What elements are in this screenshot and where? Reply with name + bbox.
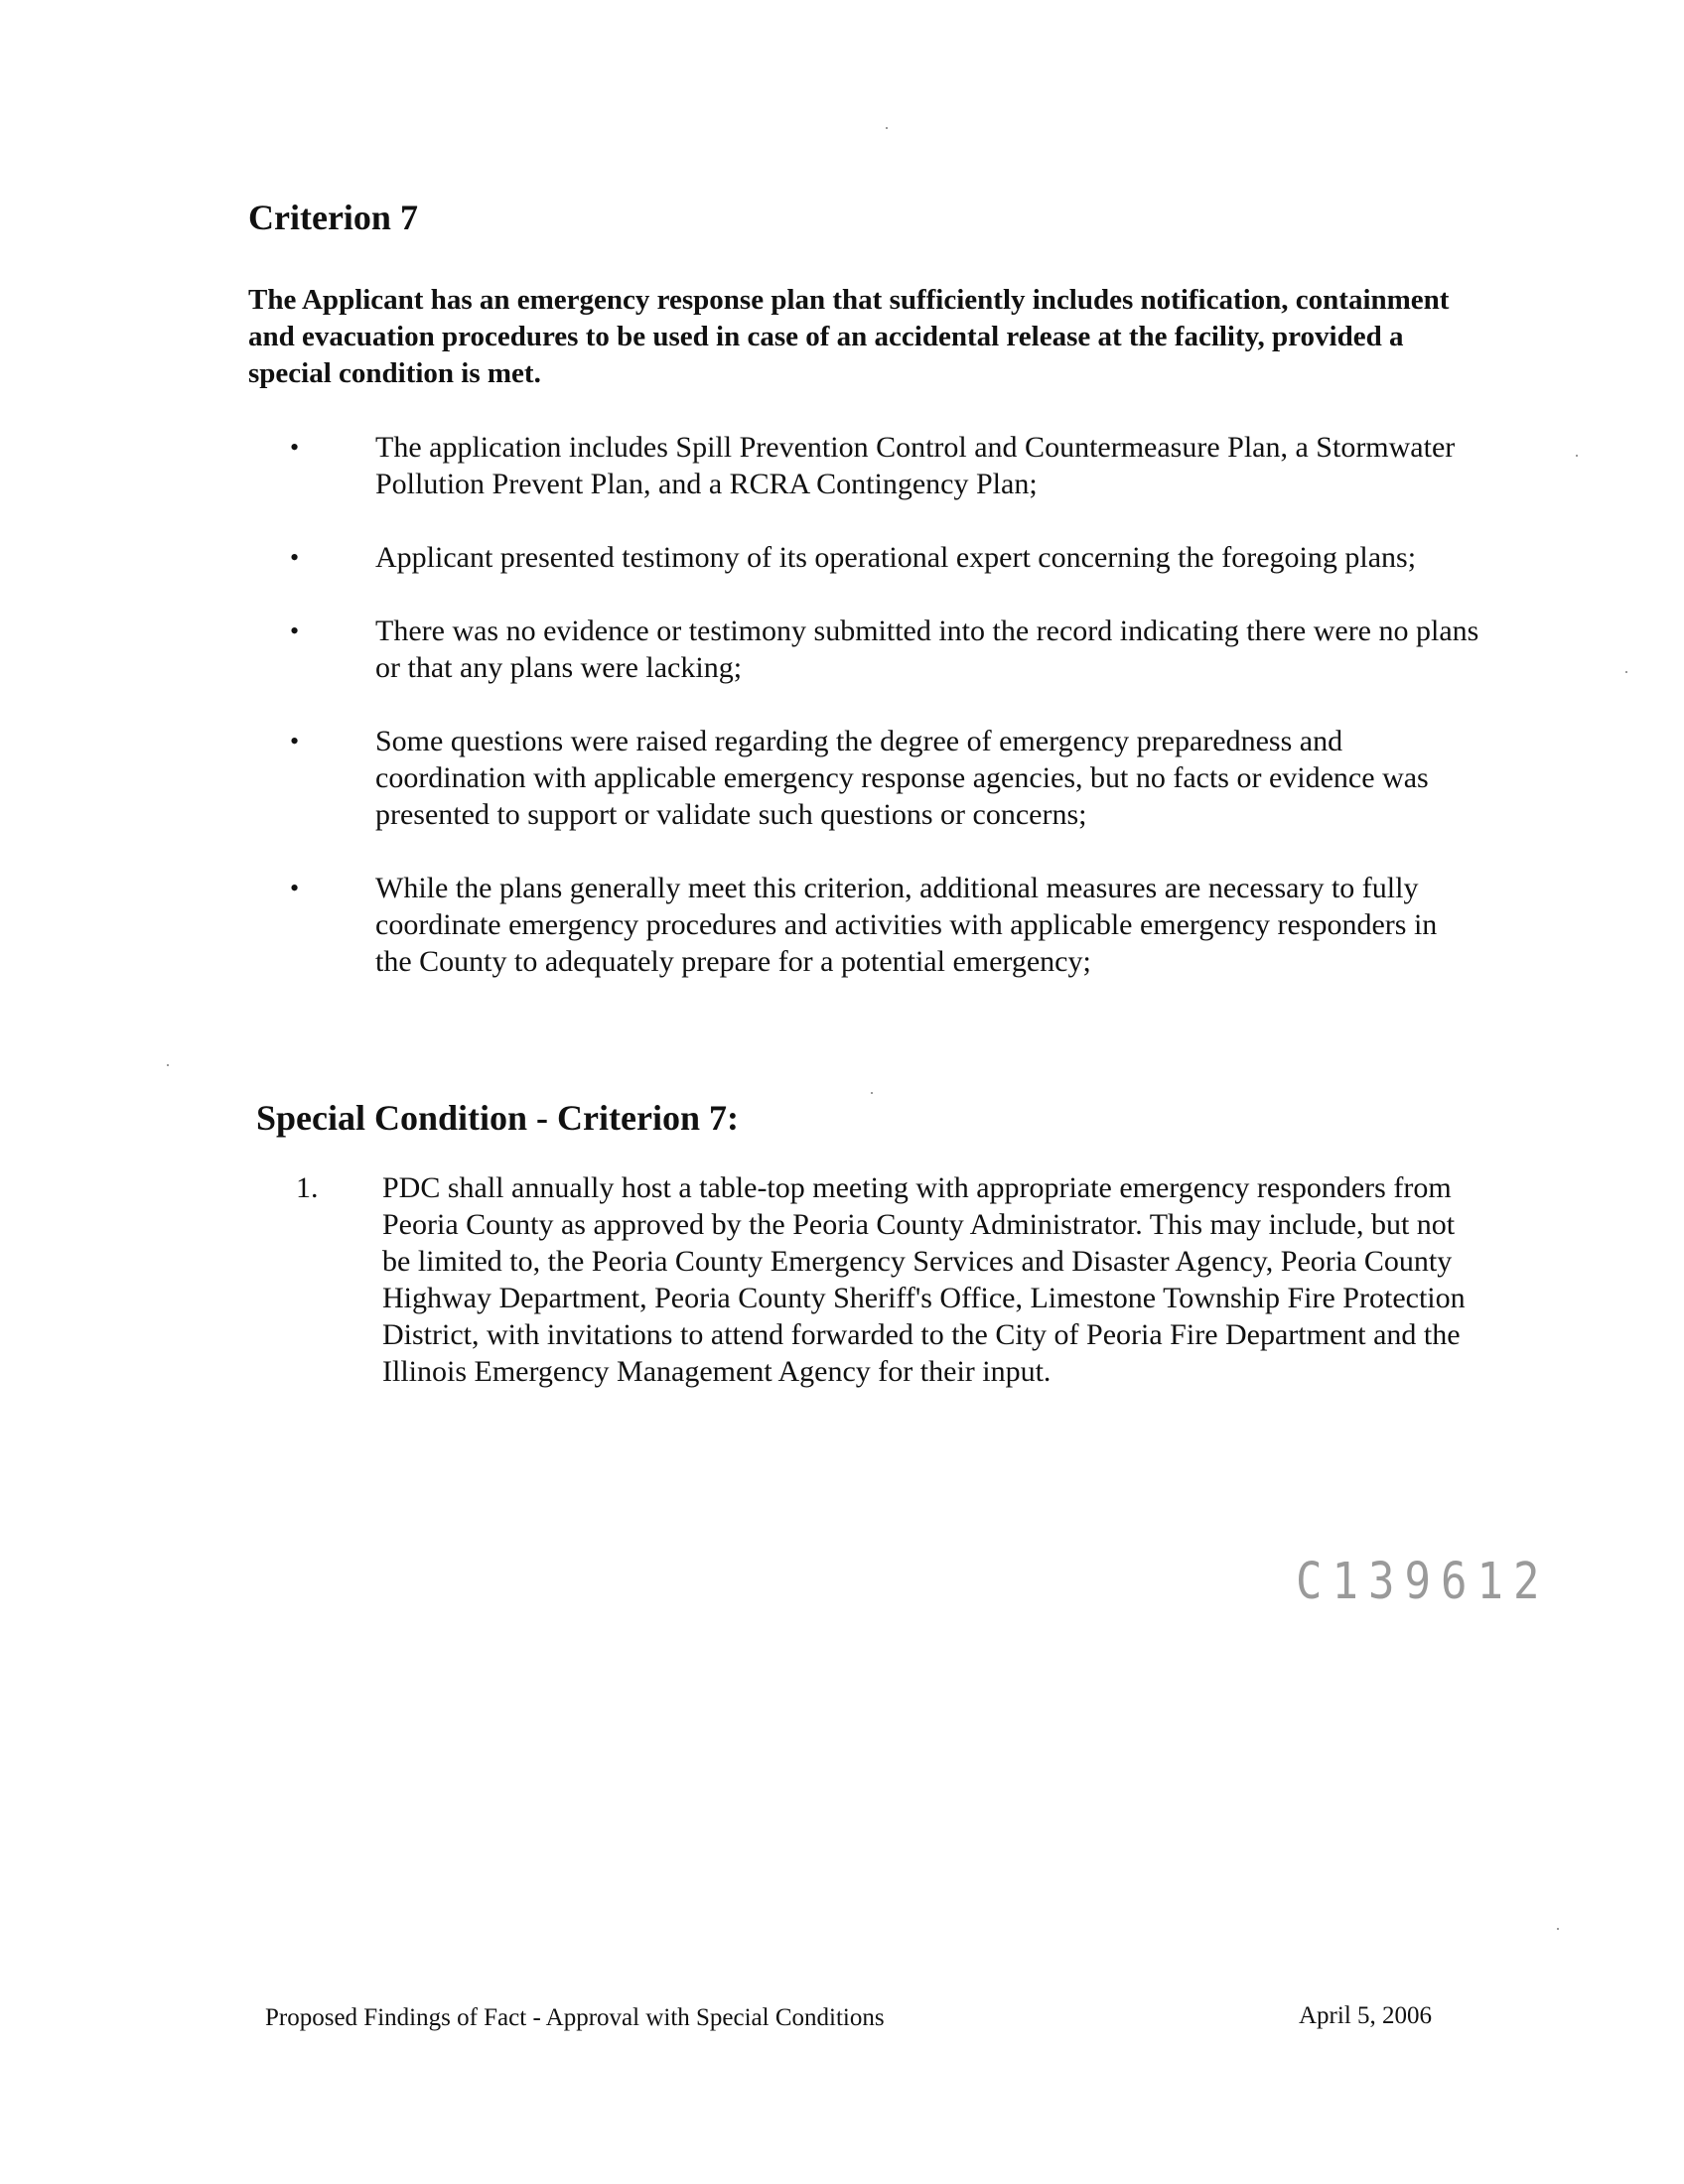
condition-text: PDC shall annually host a table-top meeting with appropriate emergency responders from Peoria County as approved by the Peoria County Administrator. This may include, but not be limited to, the Peoria County Emergency Services and Disaster Agency, Peoria County Highway Department, Peoria County Sheriff's Office, Limestone Township Fire Protection District, with invitations to attend forwarded to the City of Peoria Fire Department and the Illinois Emergency Management Agency for their input. (382, 1171, 1466, 1388)
bullet-icon: • (290, 874, 300, 902)
footer-title: Proposed Findings of Fact - Approval with Special Conditions (265, 2004, 885, 2031)
scan-speck (1557, 1928, 1559, 1930)
special-condition-item (256, 1169, 1487, 1390)
bullet-icon: • (290, 727, 300, 755)
scan-speck (886, 127, 888, 129)
list-item (248, 539, 1479, 576)
document-stamp: C139612 (1296, 1553, 1550, 1611)
condition-number: 1. (296, 1171, 319, 1204)
criterion-finding: The Applicant has an emergency response plan that sufficiently includes notification, containment and evacuation procedures to be used in case of an accidental release at the facility, provided a special condition is met. (248, 284, 1450, 389)
special-condition-heading: Special Condition - Criterion 7: (256, 1098, 739, 1138)
criterion-heading: Criterion 7 (248, 198, 418, 237)
list-item (248, 613, 1479, 686)
bullet-icon: • (290, 543, 300, 572)
list-item-text: Applicant presented testimony of its operational expert concerning the foregoing plans; (375, 541, 1417, 574)
scan-speck (1576, 455, 1578, 457)
list-item (248, 429, 1479, 502)
bullet-icon: • (290, 433, 300, 462)
scan-speck (1625, 671, 1627, 673)
findings-list (248, 429, 1479, 1017)
scan-speck (871, 1092, 873, 1094)
list-item-text: While the plans generally meet this criterion, additional measures are necessary to fully coordinate emergency procedures and activities with applicable emergency responders in the County to adequately prepare for a potential emergency; (375, 872, 1438, 978)
list-item-text: The application includes Spill Prevention Control and Countermeasure Plan, a Stormwater Pollution Prevent Plan, and a RCRA Contingency Plan; (375, 431, 1456, 500)
list-item (248, 723, 1479, 833)
list-item-text: There was no evidence or testimony submitted into the record indicating there were no plans or that any plans were lacking; (375, 614, 1479, 684)
scan-speck (167, 1064, 169, 1066)
bullet-icon: • (290, 616, 300, 645)
list-item-text: Some questions were raised regarding the degree of emergency preparedness and coordination with applicable emergency response agencies, but no facts or evidence was presented to support or validate such questions or concerns; (375, 725, 1429, 831)
list-item (248, 870, 1479, 980)
footer-date: April 5, 2006 (1299, 2002, 1433, 2029)
